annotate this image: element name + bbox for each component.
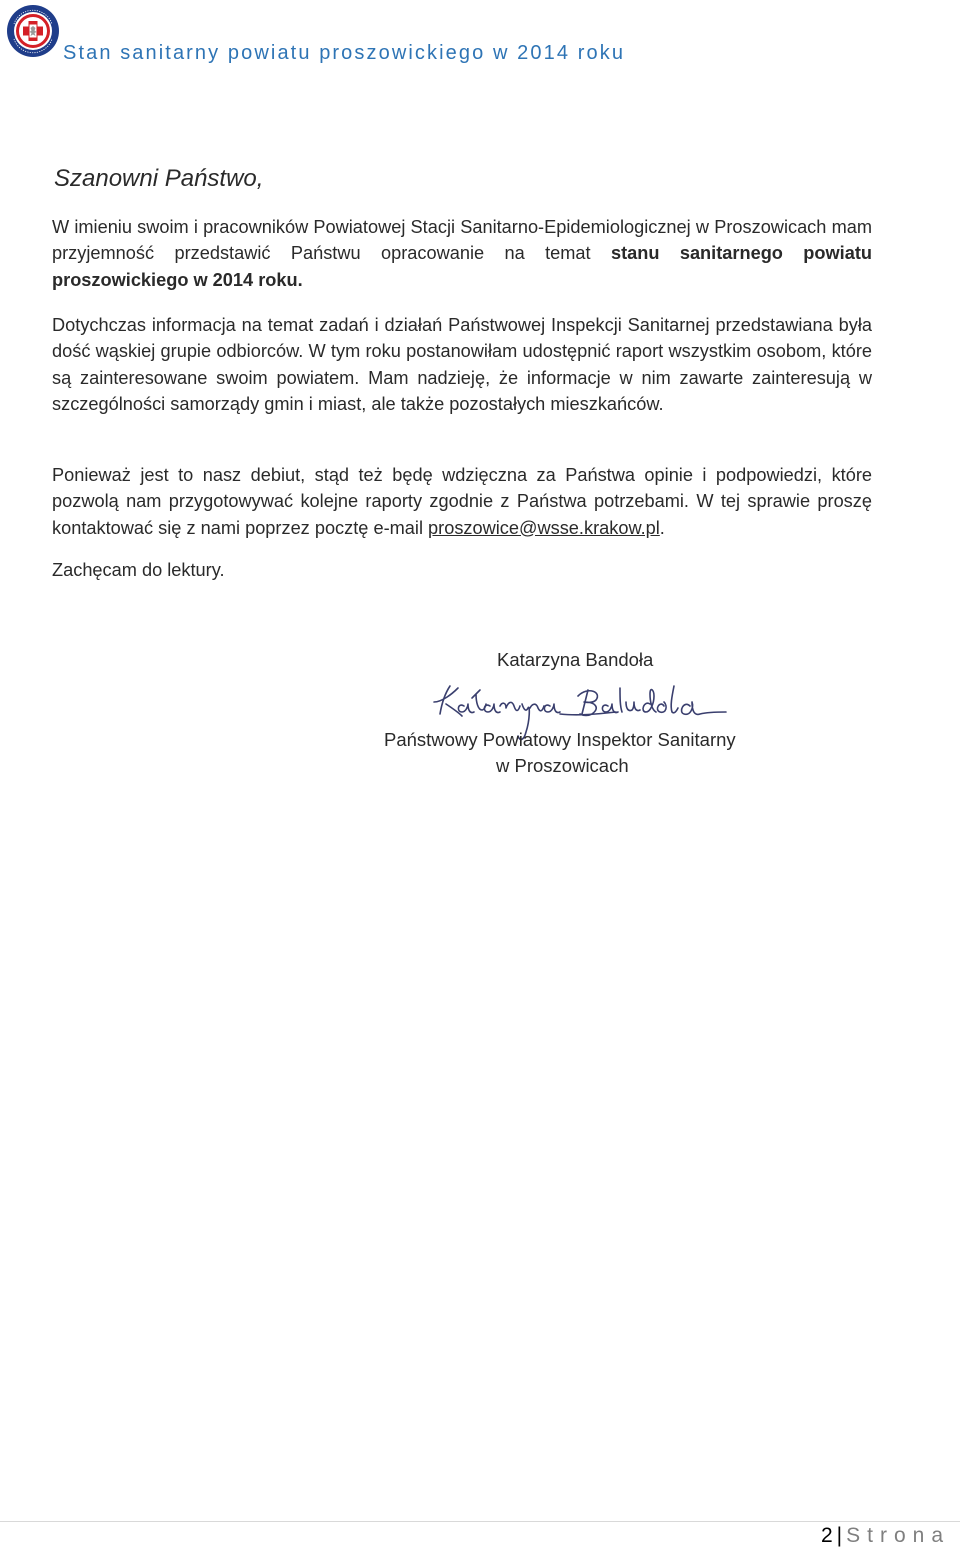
letter-salutation: Szanowni Państwo, <box>54 165 264 192</box>
letter-closing: Zachęcam do lektury. <box>52 560 225 580</box>
page-footer <box>821 1524 950 1548</box>
paragraph-feedback-text: Ponieważ jest to nasz debiut, stąd też będę wdzięczna za Państwa opinie i podpowiedzi, które pozwolą nam przygotowywać kolejne raporty zgodnie z Państwa potrzebami. W tej sprawie proszę kontaktować się z nami poprzez pocztę e-mail <box>52 465 872 538</box>
signatory-place: w Proszowicach <box>496 755 629 776</box>
paragraph-intro-bold: stanu sanitarnego powiatu proszowickiego w 2014 roku. <box>52 243 872 290</box>
signatory-name: Katarzyna Bandoła <box>497 649 654 670</box>
footer-separator: | <box>836 1524 843 1547</box>
contact-email-link[interactable]: proszowice@wsse.krakow.pl <box>428 517 660 538</box>
signatory-role: Państwowy Powiatowy Inspektor Sanitarny <box>384 729 736 750</box>
letter-paragraph-feedback <box>52 462 872 541</box>
paragraph-feedback-end: . <box>659 517 665 538</box>
page-number: 2 <box>820 1524 833 1547</box>
header-title: Stan sanitarny powiatu proszowickiego w 2014 roku <box>63 42 626 64</box>
letter-paragraph-audience: Dotychczas informacja na temat zadań i działań Państwowej Inspekcji Sanitarnej przedstawiana była dość wąskiej grupie odbiorców. W tym roku postanowiłam udostępnić raport wszystkim osobom, które są zainteresowane swoim powiatem. Mam nadzieję, że informacje w nim zawarte zainteresują w szczególności samorządy gmin i miast, ale także pozostałych mieszkańców. <box>52 315 872 414</box>
letter-paragraph-intro <box>52 214 872 293</box>
footer-divider <box>0 1521 960 1522</box>
page-label: Strona <box>846 1524 950 1547</box>
paragraph-intro-text: W imieniu swoim i pracowników Powiatowej Stacji Sanitarno-Epidemiologicznej w Proszowicach mam przyjemność przedstawić Państwu opracowanie na temat <box>52 217 872 264</box>
